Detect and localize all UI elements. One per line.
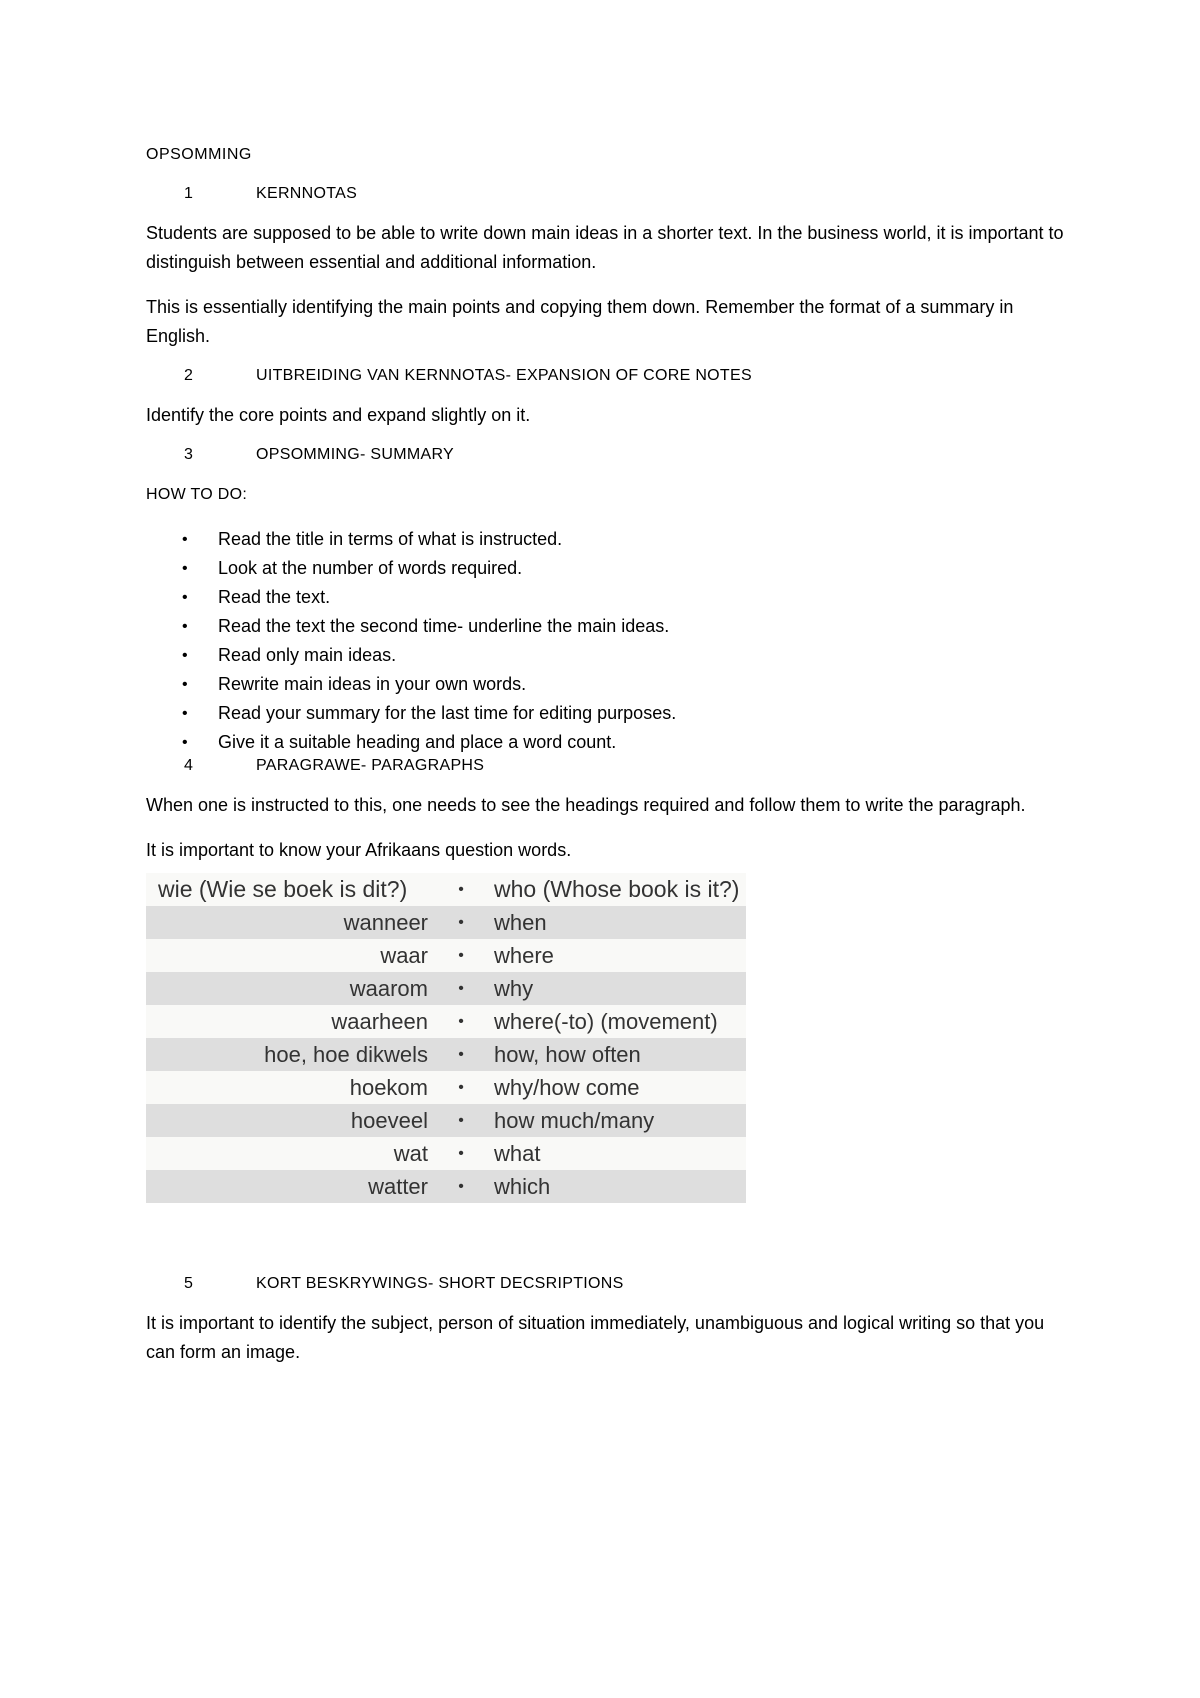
- section-title: KORT BESKRYWINGS- SHORT DECSRIPTIONS: [256, 1275, 624, 1292]
- section-number: 2: [184, 367, 194, 384]
- bullet-icon: •: [182, 618, 188, 635]
- section-4-heading: [146, 757, 1066, 775]
- afrikaans-word: wie (Wie se boek is dit?): [146, 873, 428, 906]
- question-words-table: [146, 873, 746, 1203]
- bullet-icon: •: [428, 939, 494, 972]
- english-word: when: [494, 906, 746, 939]
- table-row: [146, 1071, 746, 1104]
- table-row: [146, 1137, 746, 1170]
- afrikaans-word: hoeveel: [146, 1104, 428, 1137]
- bullet-icon: •: [182, 589, 188, 606]
- table-row: [146, 873, 746, 906]
- section-title: KERNNOTAS: [256, 185, 358, 202]
- afrikaans-word: hoekom: [146, 1071, 428, 1104]
- bullet-icon: •: [428, 1005, 494, 1038]
- section-number: 3: [184, 446, 194, 463]
- english-word: which: [494, 1170, 746, 1203]
- list-item-text: Look at the number of words required.: [218, 558, 523, 578]
- list-item-text: Rewrite main ideas in your own words.: [218, 674, 527, 694]
- english-word: how, how often: [494, 1038, 746, 1071]
- spacer: [146, 1203, 1066, 1275]
- bullet-icon: •: [428, 972, 494, 1005]
- section-number: 5: [184, 1275, 194, 1292]
- list-item: [146, 583, 1066, 612]
- paragraph: When one is instructed to this, one needs to see the headings required and follow them to write the paragraph.: [146, 795, 1026, 815]
- paragraph: It is important to know your Afrikaans question words.: [146, 840, 572, 860]
- section-1-heading: [146, 185, 1066, 203]
- list-item: [146, 612, 1066, 641]
- bullet-icon: •: [428, 1137, 494, 1170]
- paragraph: It is important to identify the subject, person of situation immediately, unambiguous and logical writing so that you can form an image.: [146, 1313, 1045, 1362]
- section-3-heading: [146, 446, 1066, 464]
- english-word: where(-to) (movement): [494, 1005, 746, 1038]
- english-word: why/how come: [494, 1071, 746, 1104]
- list-item-text: Give it a suitable heading and place a word count.: [218, 732, 617, 752]
- bullet-list: [146, 525, 1066, 757]
- bullet-icon: •: [182, 734, 188, 751]
- paragraph: Identify the core points and expand slightly on it.: [146, 405, 531, 425]
- list-item: [146, 554, 1066, 583]
- list-item: [146, 670, 1066, 699]
- afrikaans-word: waarheen: [146, 1005, 428, 1038]
- afrikaans-word: waar: [146, 939, 428, 972]
- table-row: [146, 939, 746, 972]
- how-to-label: HOW TO DO:: [146, 486, 248, 503]
- section-title: UITBREIDING VAN KERNNOTAS- EXPANSION OF CORE NOTES: [256, 367, 752, 384]
- english-word: who (Whose book is it?): [494, 873, 746, 906]
- list-item-text: Read the text the second time- underline the main ideas.: [218, 616, 670, 636]
- bullet-icon: •: [182, 705, 188, 722]
- afrikaans-word: wat: [146, 1137, 428, 1170]
- paragraph: This is essentially identifying the main points and copying them down. Remember the format of a summary in English.: [146, 297, 1014, 346]
- bullet-icon: •: [428, 873, 494, 906]
- list-item: [146, 699, 1066, 728]
- bullet-icon: •: [182, 676, 188, 693]
- table-row: [146, 1005, 746, 1038]
- afrikaans-word: watter: [146, 1170, 428, 1203]
- bullet-icon: •: [182, 531, 188, 548]
- afrikaans-word: waarom: [146, 972, 428, 1005]
- list-item: [146, 728, 1066, 757]
- list-item: [146, 641, 1066, 670]
- table-row: [146, 1038, 746, 1071]
- table-row: [146, 1170, 746, 1203]
- section-title: OPSOMMING- SUMMARY: [256, 446, 455, 463]
- list-item-text: Read the title in terms of what is instructed.: [218, 529, 563, 549]
- afrikaans-word: wanneer: [146, 906, 428, 939]
- list-item-text: Read the text.: [218, 587, 331, 607]
- section-5-heading: [146, 1275, 1066, 1293]
- bullet-icon: •: [428, 906, 494, 939]
- section-number: 1: [184, 185, 194, 202]
- table-row: [146, 972, 746, 1005]
- section-number: 4: [184, 757, 194, 774]
- table-row: [146, 1104, 746, 1137]
- paragraph: Students are supposed to be able to write down main ideas in a shorter text. In the business world, it is important to distinguish between essential and additional information.: [146, 223, 1064, 272]
- document-page: [146, 140, 1066, 1383]
- table-row: [146, 906, 746, 939]
- afrikaans-word: hoe, hoe dikwels: [146, 1038, 428, 1071]
- list-item: [146, 525, 1066, 554]
- english-word: how much/many: [494, 1104, 746, 1137]
- bullet-icon: •: [428, 1071, 494, 1104]
- bullet-icon: •: [428, 1104, 494, 1137]
- list-item-text: Read only main ideas.: [218, 645, 397, 665]
- bullet-icon: •: [428, 1038, 494, 1071]
- english-word: why: [494, 972, 746, 1005]
- list-item-text: Read your summary for the last time for editing purposes.: [218, 703, 677, 723]
- english-word: where: [494, 939, 746, 972]
- section-2-heading: [146, 367, 1066, 385]
- english-word: what: [494, 1137, 746, 1170]
- bullet-icon: •: [182, 560, 188, 577]
- document-title: OPSOMMING: [146, 146, 252, 163]
- bullet-icon: •: [428, 1170, 494, 1203]
- section-title: PARAGRAWE- PARAGRAPHS: [256, 757, 485, 774]
- bullet-icon: •: [182, 647, 188, 664]
